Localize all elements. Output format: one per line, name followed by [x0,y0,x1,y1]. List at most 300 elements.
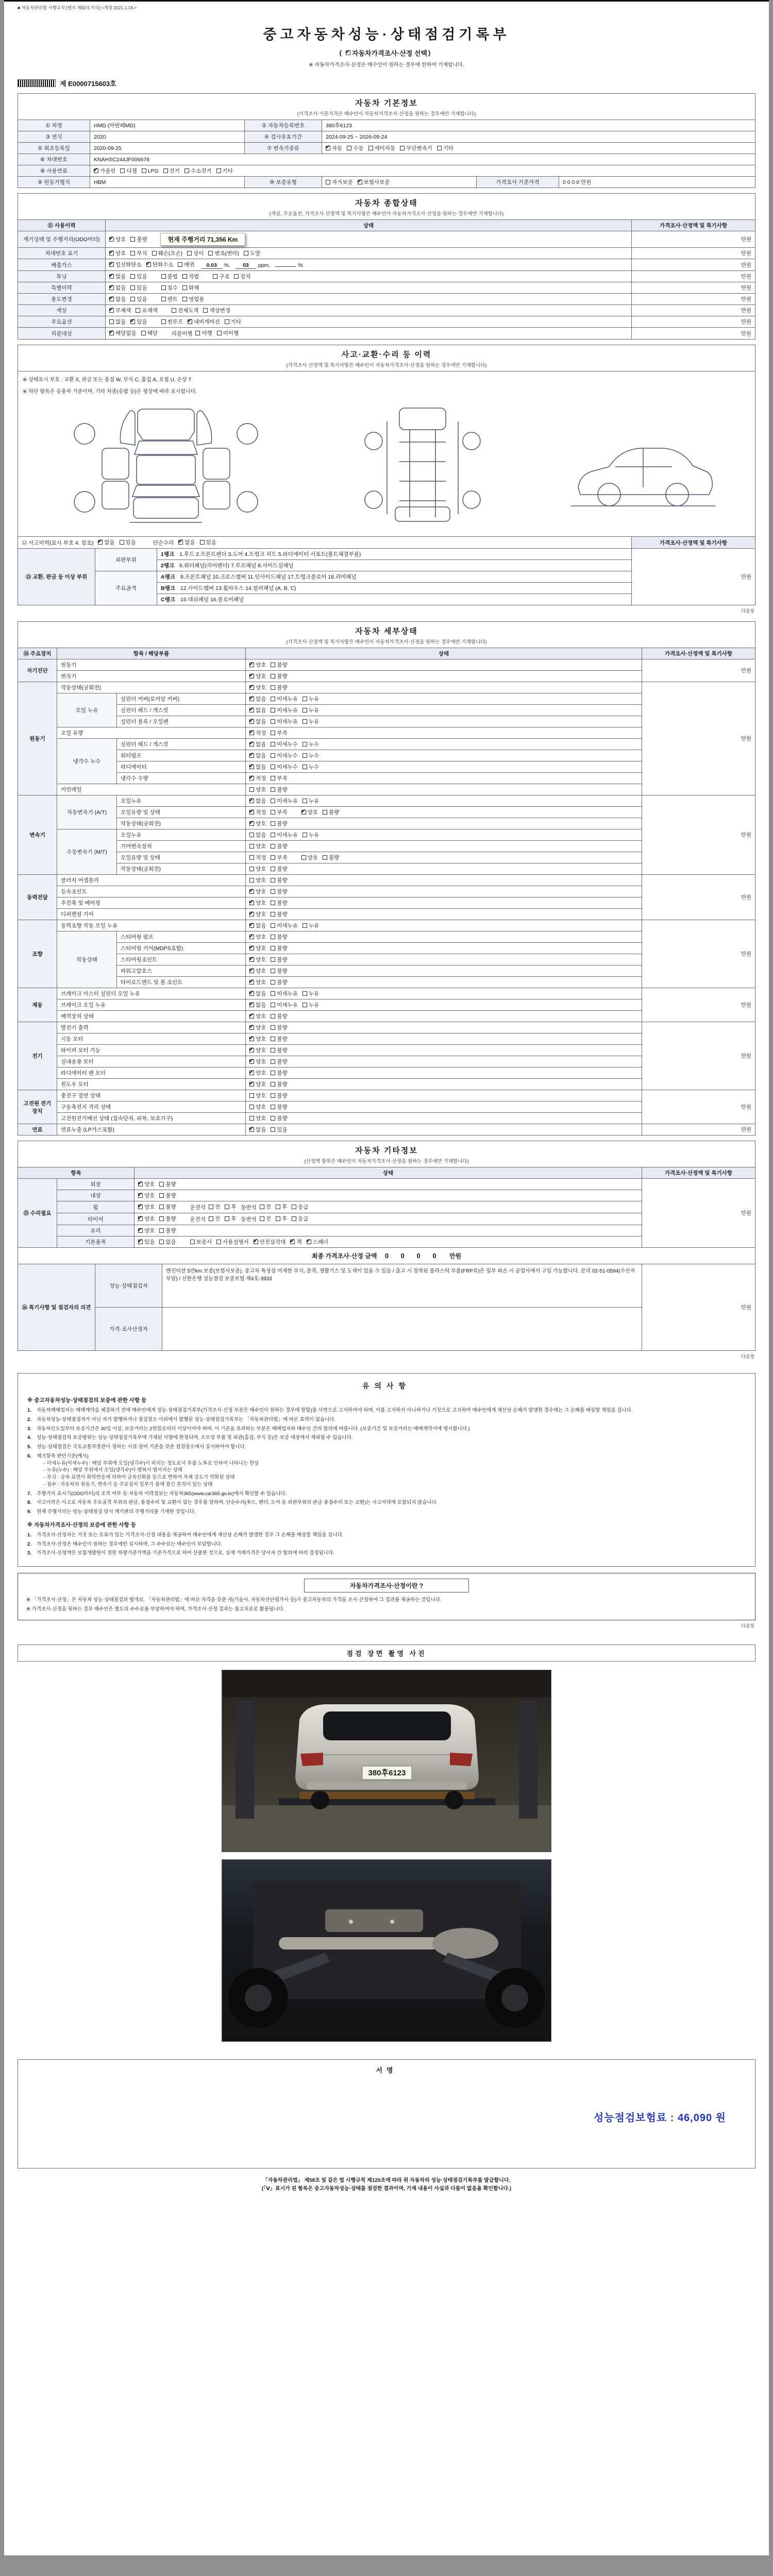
checkbox-option[interactable] [109,284,126,292]
checkbox-option[interactable] [109,295,126,303]
value-field[interactable] [275,266,296,267]
checkbox-icon[interactable] [303,799,307,803]
checkbox-icon[interactable] [271,969,275,973]
checkbox-option[interactable] [249,1080,266,1088]
checkbox-option[interactable] [271,1080,287,1088]
checkbox-icon[interactable] [249,1093,254,1098]
checkbox-icon[interactable] [271,855,275,860]
checkbox-option[interactable] [249,956,266,963]
checkbox-icon[interactable] [249,697,254,701]
checkbox-icon[interactable] [271,1093,275,1098]
checkbox-icon[interactable] [161,297,166,301]
checkbox-icon[interactable] [178,262,182,267]
checkbox-option[interactable] [195,329,212,337]
checkbox-icon[interactable] [190,1240,195,1244]
checkbox-icon[interactable] [200,540,205,545]
checkbox-icon[interactable] [249,1025,254,1030]
checkbox-option[interactable] [303,831,319,839]
checkbox-option[interactable] [301,854,318,861]
checkbox-icon[interactable] [323,855,327,860]
checkbox-option[interactable] [303,695,319,703]
checkbox-icon[interactable] [98,540,103,545]
checkbox-icon[interactable] [271,889,275,894]
checkbox-option[interactable] [303,718,319,725]
checkbox-icon[interactable] [130,297,135,301]
checkbox-option[interactable] [178,261,194,268]
checkbox-icon[interactable] [159,1216,164,1221]
checkbox-option[interactable] [271,967,287,975]
checkbox-option[interactable] [249,1103,266,1111]
checkbox-option[interactable] [249,1126,266,1133]
checkbox-option[interactable] [249,786,266,793]
checkbox-option[interactable] [249,718,266,725]
checkbox-option[interactable] [109,249,126,257]
checkbox-icon[interactable] [109,297,114,301]
checkbox-option[interactable] [271,831,298,839]
checkbox-option[interactable] [249,1058,266,1065]
checkbox-icon[interactable] [249,980,254,985]
checkbox-option[interactable] [182,273,199,280]
checkbox-icon[interactable] [303,765,307,769]
checkbox-icon[interactable] [437,146,442,150]
checkbox-icon[interactable] [271,753,275,758]
checkbox-option[interactable] [249,1092,266,1099]
checkbox-option[interactable] [138,1180,155,1188]
checkbox-icon[interactable] [292,1205,296,1209]
checkbox-option[interactable] [249,888,266,895]
checkbox-option[interactable] [159,1215,176,1223]
checkbox-option[interactable] [109,329,137,337]
checkbox-option[interactable] [271,978,287,986]
checkbox-icon[interactable] [249,1014,254,1019]
checkbox-option[interactable] [249,1024,266,1031]
checkbox-icon[interactable] [178,540,183,545]
checkbox-option[interactable] [271,865,287,873]
checkbox-option[interactable] [271,854,287,861]
checkbox-option[interactable] [209,1203,220,1211]
checkbox-icon[interactable] [187,251,192,256]
checkbox-icon[interactable] [249,889,254,894]
checkbox-icon[interactable] [161,285,166,290]
checkbox-icon[interactable] [159,1228,164,1233]
checkbox-option[interactable] [346,48,427,58]
checkbox-icon[interactable] [130,251,135,256]
checkbox-icon[interactable] [249,912,254,917]
checkbox-option[interactable] [109,273,126,280]
checkbox-icon[interactable] [249,708,254,713]
checkbox-icon[interactable] [271,1059,275,1064]
checkbox-option[interactable] [249,842,266,850]
checkbox-option[interactable] [271,1024,287,1031]
checkbox-option[interactable] [260,1215,271,1223]
checkbox-option[interactable] [249,672,266,680]
checkbox-option[interactable] [303,706,319,714]
checkbox-icon[interactable] [249,844,254,849]
checkbox-icon[interactable] [142,168,146,173]
checkbox-option[interactable] [292,1215,308,1223]
checkbox-icon[interactable] [303,991,307,996]
checkbox-icon[interactable] [249,776,254,781]
checkbox-icon[interactable] [301,855,306,860]
checkbox-option[interactable] [271,695,298,703]
checkbox-icon[interactable] [109,319,114,324]
checkbox-option[interactable] [249,684,266,691]
checkbox-option[interactable] [271,729,287,737]
checkbox-icon[interactable] [271,1082,275,1087]
checkbox-icon[interactable] [271,719,275,724]
checkbox-option[interactable] [249,774,266,782]
checkbox-icon[interactable] [109,274,114,279]
checkbox-option[interactable] [138,1192,155,1199]
checkbox-option[interactable] [271,888,287,895]
checkbox-icon[interactable] [225,319,229,324]
checkbox-option[interactable] [271,808,287,816]
checkbox-option[interactable] [159,1180,176,1188]
checkbox-option[interactable] [271,1035,287,1043]
checkbox-option[interactable] [271,933,287,941]
checkbox-icon[interactable] [271,697,275,701]
checkbox-icon[interactable] [271,1116,275,1121]
checkbox-icon[interactable] [271,742,275,747]
checkbox-icon[interactable] [109,285,114,290]
checkbox-option[interactable] [271,752,298,759]
checkbox-icon[interactable] [249,731,254,735]
checkbox-option[interactable] [276,1215,287,1223]
checkbox-option[interactable] [437,144,453,152]
checkbox-icon[interactable] [358,180,362,184]
checkbox-icon[interactable] [271,1003,275,1007]
checkbox-option[interactable] [94,167,115,175]
checkbox-icon[interactable] [161,274,166,279]
checkbox-icon[interactable] [271,878,275,883]
checkbox-option[interactable] [249,876,266,884]
checkbox-icon[interactable] [138,1216,143,1221]
checkbox-icon[interactable] [271,912,275,917]
checkbox-icon[interactable] [271,674,275,679]
checkbox-icon[interactable] [249,1105,254,1109]
checkbox-icon[interactable] [138,1182,143,1187]
checkbox-option[interactable] [271,1058,287,1065]
checkbox-icon[interactable] [254,1240,258,1244]
checkbox-icon[interactable] [130,274,135,279]
checkbox-option[interactable] [161,273,178,280]
checkbox-option[interactable] [130,295,147,303]
checkbox-option[interactable] [303,797,319,805]
checkbox-option[interactable] [203,307,230,314]
checkbox-option[interactable] [303,752,319,759]
checkbox-icon[interactable] [249,1048,254,1053]
checkbox-option[interactable] [109,235,126,243]
checkbox-icon[interactable] [249,674,254,679]
checkbox-option[interactable] [271,706,298,714]
checkbox-option[interactable] [271,1114,287,1122]
checkbox-option[interactable] [187,249,204,257]
checkbox-option[interactable] [271,1069,287,1077]
checkbox-icon[interactable] [271,980,275,985]
checkbox-icon[interactable] [271,935,275,939]
checkbox-icon[interactable] [249,663,254,667]
checkbox-option[interactable] [303,763,319,771]
checkbox-icon[interactable] [249,923,254,928]
checkbox-option[interactable] [109,261,142,268]
checkbox-option[interactable] [249,1069,266,1077]
checkbox-icon[interactable] [271,663,275,667]
checkbox-icon[interactable] [249,855,254,860]
checkbox-icon[interactable] [244,251,248,256]
checkbox-option[interactable] [141,329,158,337]
checkbox-option[interactable] [400,144,432,152]
checkbox-option[interactable] [301,808,318,816]
checkbox-option[interactable] [159,1238,176,1246]
checkbox-icon[interactable] [271,810,275,815]
checkbox-option[interactable] [159,1203,176,1211]
checkbox-option[interactable] [271,910,287,918]
checkbox-icon[interactable] [209,1205,213,1209]
checkbox-icon[interactable] [182,274,187,279]
checkbox-option[interactable] [130,273,147,280]
checkbox-option[interactable] [271,1001,298,1009]
checkbox-icon[interactable] [203,308,208,313]
checkbox-icon[interactable] [271,1037,275,1041]
checkbox-option[interactable] [130,249,147,257]
checkbox-icon[interactable] [146,262,151,267]
checkbox-option[interactable] [213,273,229,280]
checkbox-option[interactable] [271,684,287,691]
checkbox-option[interactable] [323,808,339,816]
checkbox-icon[interactable] [208,251,213,256]
checkbox-option[interactable] [271,1046,287,1054]
checkbox-icon[interactable] [209,1216,213,1221]
checkbox-icon[interactable] [130,319,135,324]
checkbox-icon[interactable] [271,946,275,951]
checkbox-option[interactable] [271,990,298,997]
checkbox-option[interactable] [172,307,199,314]
checkbox-option[interactable] [271,842,287,850]
checkbox-option[interactable] [98,538,114,546]
checkbox-option[interactable] [249,661,266,669]
checkbox-icon[interactable] [182,297,187,301]
checkbox-icon[interactable] [249,799,254,803]
checkbox-icon[interactable] [271,821,275,826]
value-field[interactable]: 03 [236,262,256,269]
checkbox-option[interactable] [271,1092,287,1099]
checkbox-icon[interactable] [138,1205,143,1209]
checkbox-option[interactable] [109,307,131,314]
checkbox-option[interactable] [159,1192,176,1199]
checkbox-option[interactable] [216,1238,249,1246]
checkbox-icon[interactable] [271,957,275,962]
checkbox-option[interactable] [249,910,266,918]
checkbox-icon[interactable] [249,719,254,724]
checkbox-icon[interactable] [130,237,135,242]
checkbox-icon[interactable] [109,331,114,335]
checkbox-icon[interactable] [271,923,275,928]
checkbox-option[interactable] [138,1227,155,1234]
checkbox-icon[interactable] [109,251,114,256]
checkbox-icon[interactable] [249,821,254,826]
checkbox-icon[interactable] [271,901,275,905]
checkbox-icon[interactable] [249,685,254,690]
checkbox-icon[interactable] [303,923,307,928]
checkbox-icon[interactable] [216,1240,221,1244]
checkbox-icon[interactable] [249,1071,254,1075]
checkbox-option[interactable] [225,1215,236,1223]
checkbox-icon[interactable] [249,753,254,758]
checkbox-icon[interactable] [225,1216,229,1221]
checkbox-option[interactable] [249,1001,266,1009]
checkbox-icon[interactable] [159,1240,164,1244]
checkbox-icon[interactable] [249,742,254,747]
checkbox-option[interactable] [323,854,339,861]
checkbox-icon[interactable] [271,1105,275,1109]
checkbox-option[interactable] [161,295,178,303]
checkbox-icon[interactable] [249,810,254,815]
checkbox-icon[interactable] [271,731,275,735]
checkbox-icon[interactable] [138,1240,143,1244]
checkbox-option[interactable] [216,167,233,175]
checkbox-option[interactable] [146,261,174,268]
checkbox-option[interactable] [249,1114,266,1122]
checkbox-option[interactable] [138,1203,155,1211]
checkbox-icon[interactable] [249,1037,254,1041]
checkbox-icon[interactable] [271,1025,275,1030]
checkbox-icon[interactable] [234,274,239,279]
checkbox-option[interactable] [234,273,250,280]
checkbox-option[interactable] [249,752,266,759]
checkbox-option[interactable] [138,1238,155,1246]
checkbox-icon[interactable] [346,50,350,55]
checkbox-option[interactable] [249,944,266,952]
checkbox-icon[interactable] [271,1071,275,1075]
checkbox-icon[interactable] [271,991,275,996]
checkbox-icon[interactable] [225,1205,229,1209]
checkbox-option[interactable] [249,899,266,907]
checkbox-option[interactable] [249,797,266,805]
checkbox-icon[interactable] [120,168,125,173]
checkbox-icon[interactable] [271,685,275,690]
checkbox-option[interactable] [178,538,195,546]
checkbox-icon[interactable] [249,1059,254,1064]
checkbox-option[interactable] [271,1126,287,1133]
checkbox-option[interactable] [271,956,287,963]
checkbox-icon[interactable] [290,1240,295,1244]
checkbox-option[interactable] [276,1203,287,1211]
checkbox-icon[interactable] [307,1240,311,1244]
checkbox-option[interactable] [188,318,220,326]
checkbox-option[interactable] [368,144,396,152]
checkbox-option[interactable] [249,967,266,975]
checkbox-icon[interactable] [159,1193,164,1198]
checkbox-icon[interactable] [271,844,275,849]
checkbox-icon[interactable] [182,285,187,290]
checkbox-option[interactable] [271,786,287,793]
checkbox-option[interactable] [271,774,287,782]
checkbox-icon[interactable] [260,1205,264,1209]
checkbox-option[interactable] [271,740,298,748]
checkbox-option[interactable] [217,329,239,337]
checkbox-icon[interactable] [271,1014,275,1019]
checkbox-icon[interactable] [249,867,254,871]
checkbox-icon[interactable] [271,833,275,837]
checkbox-icon[interactable] [323,810,327,815]
checkbox-icon[interactable] [249,787,254,792]
checkbox-option[interactable] [303,990,319,997]
checkbox-icon[interactable] [249,935,254,939]
checkbox-option[interactable] [249,706,266,714]
checkbox-option[interactable] [138,1215,155,1223]
checkbox-option[interactable] [249,808,266,816]
checkbox-icon[interactable] [120,540,124,545]
checkbox-icon[interactable] [347,146,351,150]
checkbox-icon[interactable] [94,168,98,173]
checkbox-option[interactable] [130,318,147,326]
checkbox-option[interactable] [249,740,266,748]
checkbox-icon[interactable] [303,753,307,758]
checkbox-option[interactable] [120,538,136,546]
checkbox-option[interactable] [249,763,266,771]
checkbox-icon[interactable] [276,1205,280,1209]
value-field[interactable]: 0.03 [201,262,222,269]
checkbox-icon[interactable] [303,708,307,713]
checkbox-icon[interactable] [152,251,157,256]
checkbox-option[interactable] [249,729,266,737]
checkbox-icon[interactable] [109,262,114,267]
checkbox-option[interactable] [303,1001,319,1009]
checkbox-icon[interactable] [303,742,307,747]
checkbox-option[interactable] [271,661,287,669]
checkbox-icon[interactable] [249,1127,254,1132]
checkbox-option[interactable] [249,933,266,941]
checkbox-icon[interactable] [249,1082,254,1087]
checkbox-option[interactable] [347,144,363,152]
checkbox-option[interactable] [225,1203,236,1211]
checkbox-option[interactable] [249,990,266,997]
checkbox-icon[interactable] [292,1216,296,1221]
checkbox-icon[interactable] [260,1216,264,1221]
checkbox-icon[interactable] [216,168,221,173]
checkbox-option[interactable] [249,1035,266,1043]
checkbox-option[interactable] [249,854,266,861]
checkbox-icon[interactable] [130,285,135,290]
checkbox-option[interactable] [358,178,390,186]
checkbox-option[interactable] [271,922,298,929]
checkbox-icon[interactable] [249,765,254,769]
checkbox-option[interactable] [136,307,157,314]
checkbox-option[interactable] [271,763,298,771]
checkbox-icon[interactable] [213,274,217,279]
checkbox-option[interactable] [182,284,199,292]
checkbox-option[interactable] [249,922,266,929]
checkbox-icon[interactable] [159,1182,164,1187]
checkbox-option[interactable] [163,167,180,175]
checkbox-option[interactable] [249,820,266,827]
checkbox-icon[interactable] [109,237,114,242]
checkbox-icon[interactable] [249,991,254,996]
checkbox-option[interactable] [209,1215,220,1223]
checkbox-option[interactable] [159,1227,176,1234]
checkbox-option[interactable] [271,944,287,952]
checkbox-icon[interactable] [172,308,176,313]
checkbox-icon[interactable] [276,1216,280,1221]
checkbox-icon[interactable] [400,146,405,150]
checkbox-option[interactable] [249,978,266,986]
checkbox-option[interactable] [249,865,266,873]
checkbox-option[interactable] [303,740,319,748]
checkbox-icon[interactable] [249,1003,254,1007]
checkbox-option[interactable] [254,1238,286,1246]
checkbox-icon[interactable] [271,787,275,792]
checkbox-icon[interactable] [138,1193,143,1198]
